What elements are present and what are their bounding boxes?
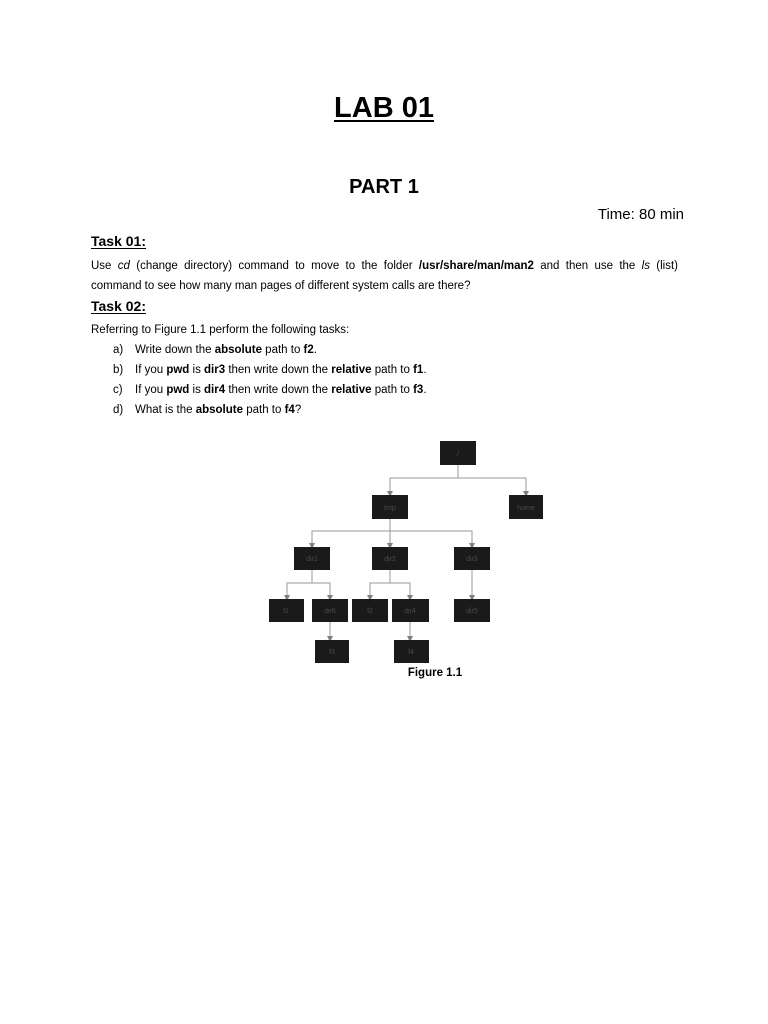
- node-dir1: [294, 547, 330, 570]
- figure-caption: Figure 1.1: [407, 667, 463, 679]
- page-title: LAB 01: [334, 92, 434, 124]
- edge-dir2-dir4: [390, 583, 410, 598]
- task-02-item: [91, 380, 691, 400]
- task-02-item-text: .: [313, 344, 317, 356]
- directory-tree-figure: [260, 438, 550, 688]
- node-f1-label: f1: [283, 608, 289, 615]
- node-tmp: [372, 495, 408, 519]
- node-root-label: /: [457, 451, 459, 458]
- task-02-item-text: If you: [135, 384, 167, 396]
- task-02-item: [91, 340, 691, 360]
- task-02-item-keyword: relative: [331, 364, 372, 376]
- folder-path: /usr/share/man/man2: [418, 260, 534, 272]
- task-02-item-keyword: f3: [413, 384, 424, 396]
- node-tmp-label: tmp: [384, 505, 396, 512]
- task-02-item-keyword: dir4: [204, 384, 226, 396]
- task-02-item-keyword: dir3: [204, 364, 226, 376]
- node-root: [440, 441, 476, 465]
- node-f1: [269, 599, 304, 622]
- node-f3: [315, 640, 349, 663]
- task-02-item-text: is: [189, 364, 205, 376]
- task-02-item-text: path to: [261, 344, 304, 356]
- node-dir3: [454, 547, 490, 570]
- task-02-heading: Task 02:: [91, 298, 146, 314]
- node-f4-label: f4: [408, 649, 414, 656]
- ls-command: ls: [641, 260, 650, 272]
- node-dir6: [312, 599, 348, 622]
- task-02-item-text: path to: [243, 404, 285, 416]
- node-f2-label: f2: [367, 608, 373, 615]
- node-home-label: home: [517, 505, 535, 512]
- task-01-description: [91, 256, 678, 296]
- task-02-intro: Referring to Figure 1.1 perform the following tasks:: [91, 324, 350, 336]
- task-02-item-keyword: f4: [284, 404, 295, 416]
- node-f3-label: f3: [329, 649, 335, 656]
- task-02-item: [91, 360, 691, 380]
- edge-dir1-dir6: [312, 583, 330, 598]
- node-dir5-label: dir5: [466, 608, 478, 615]
- task-02-item-keyword: relative: [331, 384, 372, 396]
- node-dir3-label: dir3: [466, 556, 478, 563]
- node-dir4-label: dir4: [404, 608, 416, 615]
- node-home: [509, 495, 543, 519]
- part-heading: PART 1: [349, 176, 419, 198]
- task-02-item: [91, 400, 691, 420]
- list-marker: a): [113, 344, 124, 356]
- task-01-text-3: and then use the: [533, 260, 642, 272]
- time-limit: Time: 80 min: [597, 206, 684, 223]
- edge-dir2-f2: [370, 570, 390, 598]
- node-f4: [394, 640, 429, 663]
- task-02-item-text: .: [423, 364, 427, 376]
- directory-tree-diagram: [260, 438, 550, 688]
- task-02-item-text: is: [189, 384, 205, 396]
- task-01-text-1: Use: [91, 260, 118, 272]
- node-dir2: [372, 547, 408, 570]
- node-dir6-label: dir6: [324, 608, 336, 615]
- task-02-item-keyword: pwd: [166, 364, 190, 376]
- list-marker: b): [113, 364, 124, 376]
- list-marker: d): [113, 404, 124, 416]
- task-02-item-keyword: pwd: [166, 384, 190, 396]
- node-dir1-label: dir1: [306, 556, 318, 563]
- task-02-list: [91, 340, 691, 420]
- node-f2: [352, 599, 388, 622]
- task-02-item-text: then write down the: [225, 384, 332, 396]
- task-01-text-4: (list) command to see how many man pages of different system calls are there?: [91, 260, 678, 292]
- task-02-item-text: then write down the: [225, 364, 332, 376]
- task-01-heading: Task 01:: [91, 233, 146, 249]
- task-02-item-keyword: f1: [413, 364, 424, 376]
- task-02-item-keyword: absolute: [214, 344, 262, 356]
- edge-root-tmp: [390, 465, 458, 494]
- task-02-item-text: What is the: [135, 404, 196, 416]
- edge-dir1-f1: [287, 570, 312, 598]
- cd-command: cd: [117, 260, 130, 272]
- task-02-item-keyword: absolute: [195, 404, 244, 416]
- node-dir5: [454, 599, 490, 622]
- node-dir2-label: dir2: [384, 556, 396, 563]
- node-dir4: [392, 599, 429, 622]
- task-02-item-text: .: [423, 384, 427, 396]
- edge-tmp-dir3: [390, 531, 472, 546]
- list-marker: c): [113, 384, 123, 396]
- task-02-item-text: If you: [135, 364, 167, 376]
- task-02-item-text: path to: [371, 364, 414, 376]
- task-02-item-text: path to: [371, 384, 414, 396]
- task-01-text-2: (change directory) command to move to the folder: [129, 260, 419, 272]
- edge-tmp-dir1: [312, 519, 390, 546]
- edge-root-home: [458, 478, 526, 494]
- task-02-item-keyword: f2: [303, 344, 314, 356]
- task-02-item-text: Write down the: [135, 344, 215, 356]
- task-02-item-text: ?: [294, 404, 302, 416]
